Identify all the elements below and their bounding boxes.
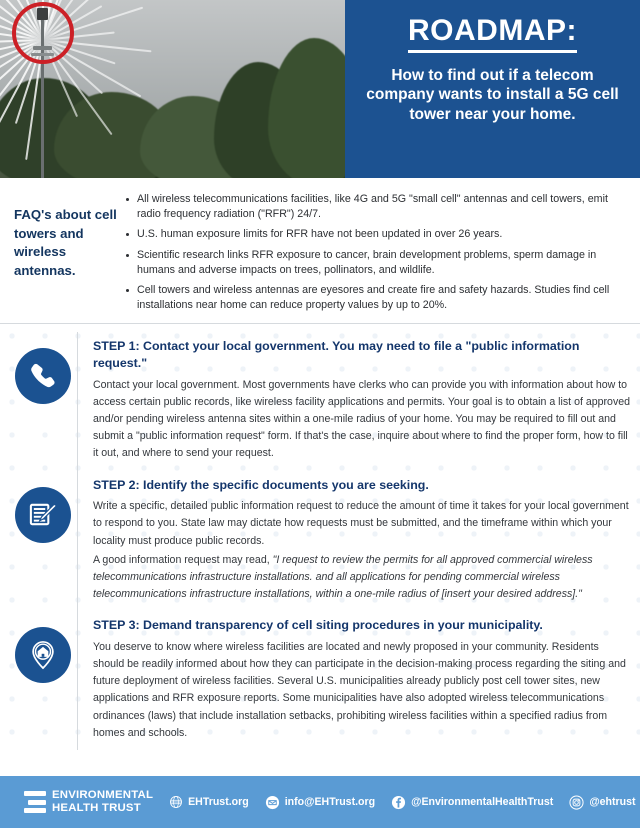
faq-bullet: Scientific research links RFR exposure to cancer, brain development problems, sperm damage in humans and adverse impacts on trees, pollinators, and wildlife.: [124, 248, 628, 278]
page-subtitle: How to find out if a telecom company wants to install a 5G cell tower near your home.: [366, 66, 619, 124]
faq-bullet: All wireless telecommunications facilities, like 4G and 5G "small cell" antennas and cell towers, emit radio frequency radiation ("RFR") 24/7.: [124, 192, 628, 222]
step-3: [8, 611, 632, 750]
step-2-paragraph: Write a specific, detailed public information request to reduce the amount of time it takes for your local government to respond to you. State law may dictate how requests must be submitted, and the timeframe within which your locality must produce public records.: [93, 500, 629, 547]
faq-bullet: U.S. human exposure limits for RFR have not been updated in over 26 years.: [124, 227, 628, 242]
cell-tower-near-house-photo: [0, 0, 345, 178]
document-pencil-icon: [15, 487, 71, 543]
email-label: info@EHTrust.org: [284, 796, 376, 808]
email-link[interactable]: [265, 795, 375, 810]
faq-heading: FAQ's about cell towers and wireless antennas.: [14, 207, 117, 279]
quote-lead: A good information request may read,: [93, 553, 273, 566]
step-1-body: [77, 332, 632, 470]
footer-bar: [0, 776, 640, 828]
instagram-icon: [569, 795, 584, 810]
brand-line-2: HEALTH TRUST: [52, 802, 141, 814]
envelope-icon: [265, 795, 280, 810]
hero-title-panel: [345, 0, 640, 178]
step-2-example-request: [93, 552, 632, 603]
globe-icon: [169, 795, 183, 809]
step-2-icon-column: [8, 471, 77, 543]
steps-section: [0, 324, 640, 754]
facebook-link[interactable]: [391, 795, 553, 810]
step-2: [8, 471, 632, 612]
step-2-body: [77, 471, 632, 612]
facebook-label: @EnvironmentalHealthTrust: [411, 796, 554, 808]
eht-logo-mark-icon: [24, 791, 46, 813]
eht-logo: [24, 789, 153, 815]
quote-text: "I request to review the permits for all approved commercial wireless telecommunications infrastructure installations. and all applications for pending commercial wireless telecommunications infrastructure installations, within a one-mile radius of [insert your desired address].": [93, 553, 593, 601]
instagram-label: @ehtrust: [589, 796, 636, 808]
page-title: ROADMAP:: [408, 15, 577, 53]
step-1-heading: STEP 1: Contact your local government. You may need to file a "public information request.": [93, 339, 580, 371]
instagram-link[interactable]: [569, 795, 635, 810]
step-2-heading: STEP 2: Identify the specific documents you are seeking.: [93, 477, 429, 492]
step-3-paragraph: You deserve to know where wireless facilities are located and newly proposed in your community. Residents should be readily informed about how they can participate in the decision-making process regarding the siting and future deployment of wireless facilities. Several U.S. municipalities already publicly post cell tower sites, new applications and RFR exposure reports. Some municipalities have also adopted wireless telecommunications ordinances (laws) that include installation setbacks, prohibiting wireless facilities within a specified radius from homes and schools.: [93, 640, 626, 739]
website-label: EHTrust.org: [188, 796, 249, 808]
faq-bullet: Cell towers and wireless antennas are eyesores and create fire and safety hazards. Studies find cell installations near home can reduce property values by up to 20%.: [124, 283, 628, 313]
home-location-pin-icon: [15, 627, 71, 683]
facebook-icon: [391, 795, 406, 810]
faq-section: [0, 178, 640, 324]
step-1: [8, 332, 632, 470]
eht-logo-text: [52, 789, 153, 815]
brand-line-1: ENVIRONMENTAL: [52, 789, 154, 802]
faq-bullet-list: [124, 192, 628, 313]
website-link[interactable]: [169, 795, 249, 809]
step-3-icon-column: [8, 611, 77, 683]
phone-handset-icon: [15, 348, 71, 404]
step-1-paragraph: Contact your local government. Most governments have clerks who can provide you with information about how to access certain public records, like wireless facility applications and permits. Your goal is to obtain a list of approved and/or pending wireless antenna sites within a one-mile radius of your home. You may be required to fill out and submit a "public information request" form. If that's the case, inquire about where to find the proper form, how to fill it out, and where to send your request.: [93, 378, 631, 460]
hero-section: [0, 0, 640, 178]
step-1-icon-column: [8, 332, 77, 404]
step-3-heading: STEP 3: Demand transparency of cell siting procedures in your municipality.: [93, 618, 543, 633]
step-3-body: [77, 611, 632, 750]
red-highlight-circle: [12, 2, 74, 64]
